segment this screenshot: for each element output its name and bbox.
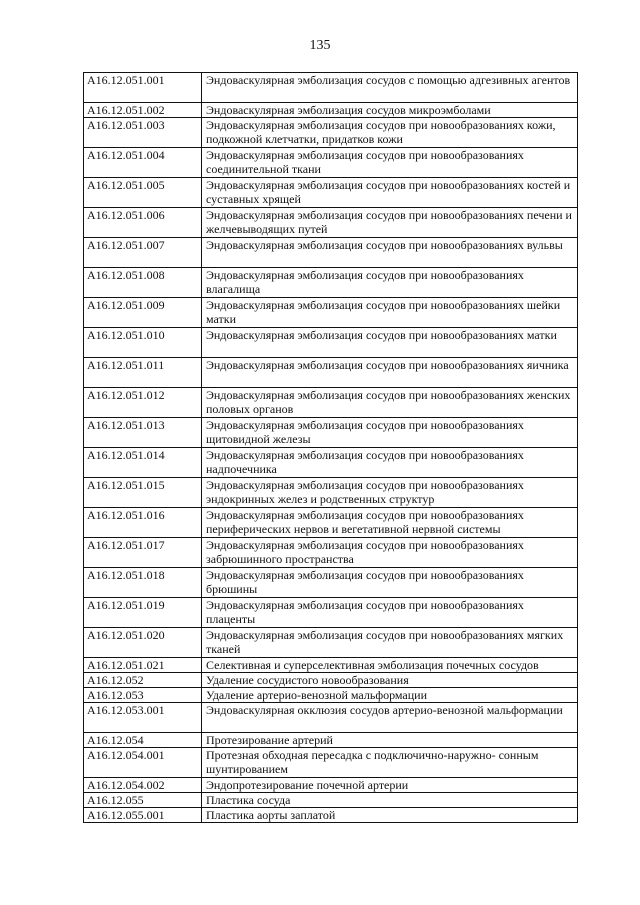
table-row — [84, 778, 578, 793]
service-code: A16.12.051.003 — [84, 118, 202, 148]
table-row — [84, 733, 578, 748]
service-code: A16.12.054.001 — [84, 748, 202, 778]
service-name: Эндоваскулярная эмболизация сосудов при новообразованиях костей и суставных хрящей — [202, 178, 578, 208]
service-name: Эндоваскулярная эмболизация сосудов при новообразованиях женских половых органов — [202, 388, 578, 418]
service-name: Эндоваскулярная эмболизация сосудов при новообразованиях влагалища — [202, 268, 578, 298]
table-row — [84, 478, 578, 508]
service-code: A16.12.051.019 — [84, 598, 202, 628]
service-code: A16.12.051.001 — [84, 73, 202, 103]
service-code: A16.12.051.018 — [84, 568, 202, 598]
table-row — [84, 793, 578, 808]
service-name: Протезная обходная пересадка с подключично-наружно- сонным шунтированием — [202, 748, 578, 778]
table-row — [84, 748, 578, 778]
table-row — [84, 268, 578, 298]
service-name: Эндоваскулярная эмболизация сосудов при новообразованиях мягких тканей — [202, 628, 578, 658]
table-row — [84, 418, 578, 448]
service-code: A16.12.051.009 — [84, 298, 202, 328]
service-name: Эндоваскулярная эмболизация сосудов при новообразованиях плаценты — [202, 598, 578, 628]
table-row — [84, 448, 578, 478]
table-row — [84, 688, 578, 703]
service-code: A16.12.051.004 — [84, 148, 202, 178]
service-code: A16.12.053.001 — [84, 703, 202, 733]
service-name: Эндоваскулярная эмболизация сосудов при новообразованиях соединительной ткани — [202, 148, 578, 178]
table-body — [84, 73, 578, 823]
service-name: Удаление артерио-венозной мальформации — [202, 688, 578, 703]
service-code: A16.12.053 — [84, 688, 202, 703]
service-codes-table — [83, 72, 578, 823]
table-row — [84, 658, 578, 673]
service-name: Эндоваскулярная эмболизация сосудов при новообразованиях брюшины — [202, 568, 578, 598]
service-name: Пластика сосуда — [202, 793, 578, 808]
service-name: Эндоваскулярная окклюзия сосудов артерио-венозной мальформации — [202, 703, 578, 733]
table-row — [84, 538, 578, 568]
service-name: Эндопротезирование почечной артерии — [202, 778, 578, 793]
service-code: A16.12.051.007 — [84, 238, 202, 268]
service-name: Эндоваскулярная эмболизация сосудов при новообразованиях надпочечника — [202, 448, 578, 478]
table-row — [84, 148, 578, 178]
table-row — [84, 628, 578, 658]
service-code: A16.12.051.020 — [84, 628, 202, 658]
table-row — [84, 703, 578, 733]
service-code: A16.12.055 — [84, 793, 202, 808]
service-code: A16.12.052 — [84, 673, 202, 688]
service-code: A16.12.051.008 — [84, 268, 202, 298]
service-name: Эндоваскулярная эмболизация сосудов при новообразованиях яичника — [202, 358, 578, 388]
service-name: Удаление сосудистого новообразования — [202, 673, 578, 688]
table-row — [84, 598, 578, 628]
service-name: Эндоваскулярная эмболизация сосудов при новообразованиях забрюшинного пространства — [202, 538, 578, 568]
table-row — [84, 103, 578, 118]
service-code: A16.12.051.006 — [84, 208, 202, 238]
table-row — [84, 73, 578, 103]
service-name: Протезирование артерий — [202, 733, 578, 748]
service-name: Эндоваскулярная эмболизация сосудов при новообразованиях кожи, подкожной клетчатки, придатков кожи — [202, 118, 578, 148]
service-name: Эндоваскулярная эмболизация сосудов микроэмболами — [202, 103, 578, 118]
table-row — [84, 388, 578, 418]
service-name: Эндоваскулярная эмболизация сосудов при новообразованиях печени и желчевыводящих путей — [202, 208, 578, 238]
service-code: A16.12.051.011 — [84, 358, 202, 388]
service-name: Селективная и суперселективная эмболизация почечных сосудов — [202, 658, 578, 673]
service-code: A16.12.051.005 — [84, 178, 202, 208]
table-row — [84, 118, 578, 148]
table-row — [84, 328, 578, 358]
table-row — [84, 358, 578, 388]
service-name: Эндоваскулярная эмболизация сосудов с помощью адгезивных агентов — [202, 73, 578, 103]
service-name: Эндоваскулярная эмболизация сосудов при новообразованиях матки — [202, 328, 578, 358]
page-number: 135 — [309, 38, 331, 53]
service-code: A16.12.055.001 — [84, 808, 202, 823]
table-row — [84, 673, 578, 688]
service-name: Эндоваскулярная эмболизация сосудов при новообразованиях периферических нервов и вегетативной нервной системы — [202, 508, 578, 538]
service-name: Пластика аорты заплатой — [202, 808, 578, 823]
service-code: A16.12.054 — [84, 733, 202, 748]
service-code: A16.12.051.014 — [84, 448, 202, 478]
table-row — [84, 208, 578, 238]
service-code: A16.12.051.016 — [84, 508, 202, 538]
service-code: A16.12.051.017 — [84, 538, 202, 568]
service-code: A16.12.054.002 — [84, 778, 202, 793]
service-code: A16.12.051.010 — [84, 328, 202, 358]
table-row — [84, 178, 578, 208]
service-code: A16.12.051.012 — [84, 388, 202, 418]
service-code: A16.12.051.002 — [84, 103, 202, 118]
table-row — [84, 298, 578, 328]
service-code: A16.12.051.021 — [84, 658, 202, 673]
service-name: Эндоваскулярная эмболизация сосудов при новообразованиях эндокринных желез и родственных структур — [202, 478, 578, 508]
service-name: Эндоваскулярная эмболизация сосудов при новообразованиях щитовидной железы — [202, 418, 578, 448]
service-name: Эндоваскулярная эмболизация сосудов при новообразованиях шейки матки — [202, 298, 578, 328]
table-row — [84, 808, 578, 823]
table-row — [84, 238, 578, 268]
service-code: A16.12.051.015 — [84, 478, 202, 508]
service-name: Эндоваскулярная эмболизация сосудов при новообразованиях вульвы — [202, 238, 578, 268]
table-row — [84, 568, 578, 598]
service-code: A16.12.051.013 — [84, 418, 202, 448]
table-row — [84, 508, 578, 538]
